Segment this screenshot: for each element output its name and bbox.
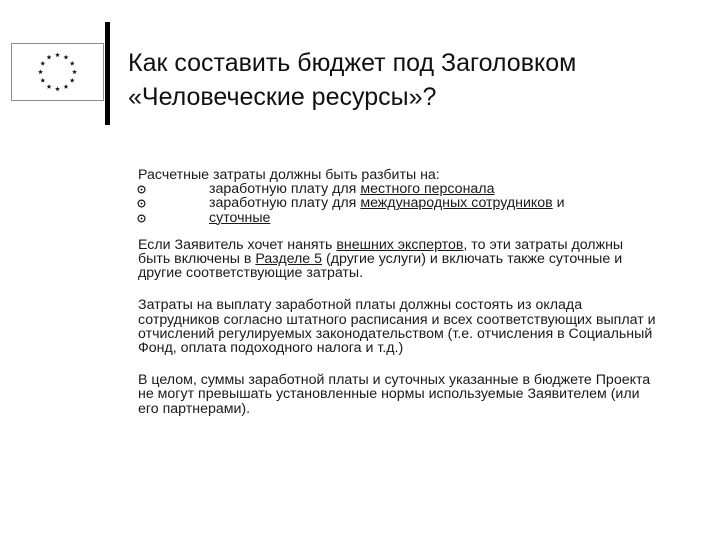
bullet-prefix: заработную плату для <box>209 195 361 212</box>
paragraph-salary: Затраты на выплату заработной платы должны состоять из оклада сотрудников согласно штатного расписания и всех соответствующих выплат и отчислений регулируемых законодательством (т.е. отчисления в Социальный Фонд, оплата подоходного налога и т.д.) <box>138 297 656 356</box>
bullet-suffix: и <box>552 195 565 212</box>
p1-text-b: , то эти затраты должны быть включены в <box>138 236 624 267</box>
flag-star <box>72 69 77 74</box>
circle-bullet-icon <box>137 185 146 194</box>
external-experts-link[interactable]: внешних экспертов <box>336 236 464 253</box>
flag-star <box>40 61 45 66</box>
title-line-1: Как составить бюджет под Заголовком <box>128 49 577 77</box>
paragraph-external-experts <box>138 238 658 281</box>
flag-star <box>38 69 43 74</box>
flag-star <box>64 55 69 60</box>
flag-star <box>55 86 60 91</box>
bullet-text <box>209 196 565 210</box>
slide-title <box>128 46 708 114</box>
paragraph-limits: В целом, суммы заработной платы и суточных указанные в бюджете Проекта не могут превышать установленные нормы используемые Заявителем (или его партнерами). <box>138 372 651 417</box>
bullet-item <box>138 211 658 225</box>
flag-star <box>47 55 52 60</box>
title-line-2: «Человеческие ресурсы»? <box>128 83 437 111</box>
circle-bullet-icon <box>137 199 146 208</box>
bullet-link[interactable]: местного персонала <box>360 181 495 198</box>
bullet-item <box>138 196 658 210</box>
flag-star <box>70 78 75 83</box>
intro-text: Расчетные затраты должны быть разбиты на: <box>138 167 440 183</box>
bullet-list <box>138 182 658 225</box>
flag-star <box>64 84 69 89</box>
section-5-link[interactable]: Разделе 5 <box>255 250 323 267</box>
slide-body <box>138 168 658 416</box>
bullet-link[interactable]: суточные <box>209 209 271 226</box>
flag-star <box>55 52 60 57</box>
p1-text-c: (другие услуги) и включать также суточные и другие соответствующие затраты. <box>138 250 623 282</box>
flag-star <box>47 84 52 89</box>
bullet-text <box>209 182 494 196</box>
flag-star <box>70 61 75 66</box>
bullet-item <box>138 182 658 196</box>
eu-flag-icon <box>11 43 104 101</box>
flag-star <box>40 78 45 83</box>
bullet-text <box>209 211 270 225</box>
bullet-prefix: заработную плату для <box>209 181 361 198</box>
title-accent-bar <box>105 22 110 125</box>
p1-text-a: Если Заявитель хочет нанять <box>138 236 337 253</box>
bullet-link[interactable]: международных сотрудников <box>360 195 553 212</box>
circle-bullet-icon <box>137 214 146 223</box>
